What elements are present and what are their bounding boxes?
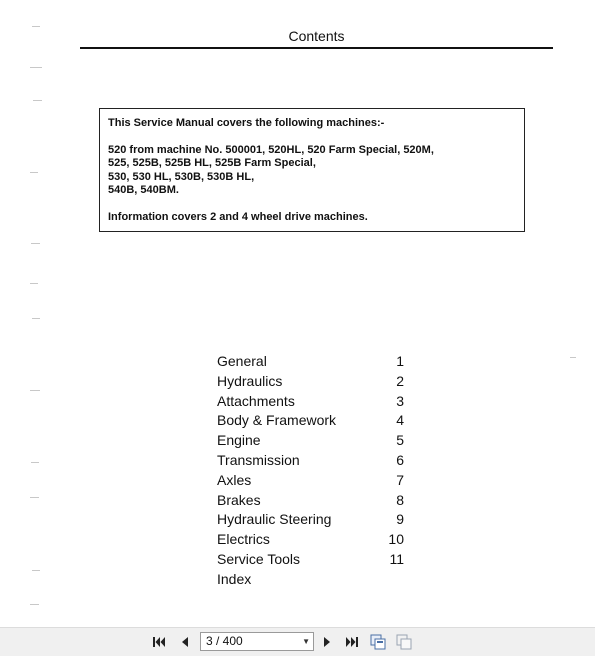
toc-page-number: 11 — [389, 550, 404, 567]
toc-entry-general[interactable] — [217, 352, 417, 372]
notice-machine-line: 520 from machine No. 500001, 520HL, 520 Farm Special, 520M, — [108, 143, 434, 156]
toc-entry-body-framework[interactable] — [217, 411, 417, 431]
fit-page-icon — [370, 634, 386, 650]
toc-entry-transmission[interactable] — [217, 451, 417, 471]
toc-label: Hydraulic Steering — [217, 511, 332, 528]
toc-entry-attachments[interactable] — [217, 392, 417, 412]
toc-page-number: 4 — [396, 412, 404, 429]
scan-speck — [30, 604, 39, 605]
scan-speck — [32, 26, 40, 27]
fit-page-button[interactable] — [370, 634, 386, 650]
toc-entry-axles[interactable] — [217, 471, 417, 491]
previous-page-icon — [178, 635, 192, 649]
last-page-icon — [345, 635, 359, 649]
toc-entry-engine[interactable] — [217, 431, 417, 451]
toc-page-number: 10 — [388, 531, 404, 548]
toc-label: Hydraulics — [217, 372, 283, 389]
toc-page-number: 7 — [396, 471, 404, 488]
toc-entry-hydraulics[interactable] — [217, 372, 417, 392]
scan-speck — [30, 283, 38, 284]
toc-page-number: 5 — [396, 432, 404, 449]
page-number-selector[interactable] — [200, 632, 314, 651]
scan-speck — [30, 497, 39, 498]
page-title: Contents — [288, 28, 345, 44]
chevron-down-icon: ▼ — [302, 637, 310, 646]
notice-machine-line: 530, 530 HL, 530B, 530B HL, — [108, 170, 255, 183]
thumbnails-icon — [396, 634, 412, 650]
toc-label: Service Tools — [217, 550, 301, 567]
thumbnails-button[interactable] — [396, 634, 412, 650]
last-page-button[interactable] — [345, 635, 359, 649]
notice-machine-line: 540B, 540BM. — [108, 184, 179, 196]
toc-page-number: 9 — [396, 511, 404, 528]
page-indicator: 3 / 400 — [206, 634, 243, 648]
previous-page-button[interactable] — [178, 635, 192, 649]
notice-heading: This Service Manual covers the following machines:- — [108, 117, 385, 129]
toc-entry-index[interactable] — [217, 570, 417, 590]
scan-speck — [32, 318, 40, 319]
next-page-icon — [320, 635, 334, 649]
scan-speck — [32, 570, 40, 571]
toc-entry-electrics[interactable] — [217, 530, 417, 550]
toc-entry-brakes[interactable] — [217, 491, 417, 511]
toc-label: Body & Framework — [217, 412, 337, 429]
viewer-toolbar — [0, 627, 595, 656]
toc-entry-hydraulic-steering[interactable] — [217, 510, 417, 530]
notice-machine-line: 525, 525B, 525B HL, 525B Farm Special, — [108, 157, 316, 169]
toc-label: General — [217, 353, 267, 369]
scan-speck — [31, 243, 40, 244]
first-page-icon — [152, 635, 166, 649]
toc-label: Index — [217, 570, 252, 587]
scan-speck — [33, 100, 42, 101]
scan-speck — [31, 462, 39, 463]
toc-page-number: 2 — [396, 372, 404, 389]
toc-page-number: 1 — [396, 353, 404, 369]
toc-page-number: 8 — [396, 491, 404, 508]
table-of-contents — [217, 352, 417, 590]
toc-label: Axles — [217, 471, 252, 488]
scan-speck — [30, 390, 40, 391]
machine-coverage-notice — [99, 108, 525, 232]
toc-label: Transmission — [217, 451, 300, 468]
notice-info: Information covers 2 and 4 wheel drive machines. — [108, 210, 368, 223]
toc-page-number: 6 — [396, 451, 404, 468]
toc-label: Attachments — [217, 392, 295, 409]
scan-speck — [30, 172, 38, 173]
title-rule — [80, 47, 553, 49]
toc-label: Brakes — [217, 491, 261, 508]
toc-entry-service-tools[interactable] — [217, 550, 417, 570]
scan-speck — [30, 67, 42, 68]
scan-speck — [570, 357, 576, 358]
toc-page-number: 3 — [396, 392, 404, 409]
toc-label: Engine — [217, 432, 261, 449]
first-page-button[interactable] — [152, 635, 166, 649]
next-page-button[interactable] — [320, 635, 334, 649]
toc-label: Electrics — [217, 531, 270, 548]
